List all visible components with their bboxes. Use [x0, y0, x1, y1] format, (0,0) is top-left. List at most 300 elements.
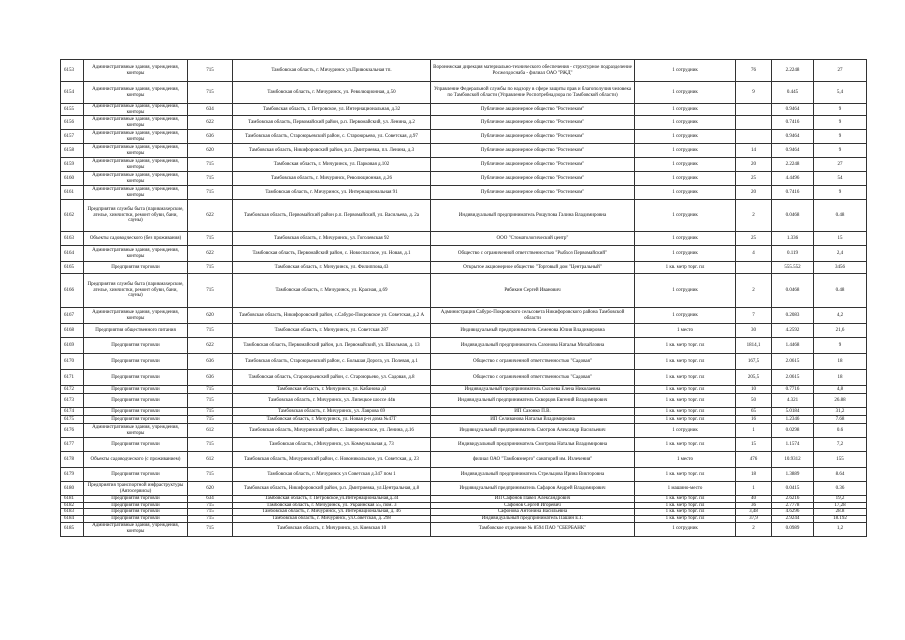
records-table	[60, 59, 867, 537]
cell-volume: 0.7716	[772, 386, 814, 394]
cell-organization: Управление Федеральной службы по надзору в сфере защиты прав и благополучия человека по Тамбовской области (Управление Роспотребнадзора по Тамбовской области)	[431, 82, 635, 104]
cell-address: Тамбовская область, Первомайский район, р.п. Первомайский, ул. Ленина, д.2	[233, 116, 431, 130]
cell-record-number: 6162	[61, 200, 84, 232]
cell-volume: 0.0468	[772, 274, 814, 308]
cell-unit: 1 место	[635, 324, 736, 338]
cell-object-category: Административные здания, учреждения, конторы	[84, 172, 188, 186]
table-row	[61, 172, 867, 186]
cell-object-category: Предприятия торговли	[84, 262, 188, 274]
table-row	[61, 468, 867, 482]
cell-norm: 0.6	[814, 424, 867, 438]
cell-object-category: Предприятия службы быта (парикмахерские, ателье, химчистки, ремонт обуви, бани, сауны)	[84, 274, 188, 308]
cell-organization: Воронежская дирекция материально-технического обеспечения - структурное подразделение Росжелдоснаба - филиал ОАО "РЖД"	[431, 60, 635, 82]
cell-code: 612	[188, 424, 233, 438]
cell-record-number: 6156	[61, 116, 84, 130]
cell-object-category: Предприятия торговли	[84, 370, 188, 386]
cell-norm: 54	[814, 172, 867, 186]
cell-organization: Администрация Сабуро-Покровского сельсовета Никифоровского района Тамбовской области	[431, 308, 635, 324]
cell-code: 715	[188, 186, 233, 200]
cell-organization: Индивидуальный предприниматель Пашин Е.Г.	[431, 515, 635, 522]
cell-object-category: Административные здания, учреждения, конторы	[84, 246, 188, 262]
cell-organization: Открытое акционерное общество "Торговый дом "Центральный"	[431, 262, 635, 274]
cell-quantity: 15	[736, 438, 772, 452]
cell-code: 634	[188, 104, 233, 116]
cell-code: 622	[188, 200, 233, 232]
table-row	[61, 274, 867, 308]
cell-quantity: 2	[736, 522, 772, 536]
table-row	[61, 246, 867, 262]
records-table-body	[61, 60, 867, 537]
cell-quantity: 20	[736, 158, 772, 172]
table-row	[61, 509, 867, 516]
cell-object-category: Предприятия торговли	[84, 515, 188, 522]
cell-volume: 4.6296	[772, 509, 814, 516]
cell-volume: 2.2248	[772, 158, 814, 172]
cell-code: 636	[188, 130, 233, 144]
cell-address: Тамбовская область, Первомайский район р.п. Первомайский, ул. Васильева, д. 2а	[233, 200, 431, 232]
cell-quantity: 40	[736, 496, 772, 503]
table-row	[61, 144, 867, 158]
table-row	[61, 502, 867, 509]
table-row	[61, 482, 867, 496]
cell-unit: 1 кв. метр торг. пл	[635, 408, 736, 416]
cell-address: Тамбовская область, г. Мичуринск, ул. Киевская 10	[233, 522, 431, 536]
table-row	[61, 394, 867, 408]
cell-norm: 0.48	[814, 200, 867, 232]
cell-organization: Публичное акционерное общество "Ростелеком"	[431, 116, 635, 130]
cell-code: 715	[188, 82, 233, 104]
cell-record-number: 6164	[61, 246, 84, 262]
cell-object-category: Административные здания, учреждения, конторы	[84, 158, 188, 172]
cell-unit: 1 сотрудник	[635, 424, 736, 438]
cell-norm: 4,2	[814, 308, 867, 324]
cell-organization: Публичное акционерное общество "Ростелеком"	[431, 186, 635, 200]
table-row	[61, 416, 867, 424]
cell-volume: 4.2592	[772, 324, 814, 338]
table-row	[61, 308, 867, 324]
cell-object-category: Предприятия службы быта (парикмахерские, ателье, химчистки, ремонт обуви, бани, сауны)	[84, 200, 188, 232]
cell-record-number: 6180	[61, 482, 84, 496]
cell-address: Тамбовская область, г. Мичуринск, ул. Липецкое шоссе 44в	[233, 394, 431, 408]
cell-organization: Тамбовское отделение № 8594 ПАО "СБЕРБАНК"	[431, 522, 635, 536]
cell-address: Тамбовская область, г. Мичуринск, ул. Кабанова д3	[233, 386, 431, 394]
cell-address: Тамбовская область, Староюрьевский район, с. Большая Дорога, ул. Полевая, д.1	[233, 354, 431, 370]
cell-code: 622	[188, 246, 233, 262]
document-sheet	[60, 59, 866, 537]
cell-record-number: 6155	[61, 104, 84, 116]
cell-norm: 0.36	[814, 482, 867, 496]
cell-quantity: 16	[736, 416, 772, 424]
cell-code: 715	[188, 158, 233, 172]
cell-norm: 7.68	[814, 416, 867, 424]
cell-record-number: 6177	[61, 438, 84, 452]
cell-organization: Индивидуальный предприниматель Стрельцова Ирина Викторовна	[431, 468, 635, 482]
cell-code: 715	[188, 386, 233, 394]
cell-object-category: Административные здания, учреждения, конторы	[84, 82, 188, 104]
table-row	[61, 130, 867, 144]
cell-address: Тамбовская область, г. Мичуринск, ул. Революционная, д.50	[233, 82, 431, 104]
cell-object-category: Административные здания, учреждения, конторы	[84, 308, 188, 324]
cell-organization: Публичное акционерное общество "Ростелеком"	[431, 158, 635, 172]
cell-code: 715	[188, 324, 233, 338]
cell-record-number: 6166	[61, 274, 84, 308]
cell-quantity: 2	[736, 274, 772, 308]
cell-quantity: 25	[736, 232, 772, 246]
table-row	[61, 200, 867, 232]
cell-unit: 1 сотрудник	[635, 60, 736, 82]
cell-code: 620	[188, 308, 233, 324]
cell-norm: 21,6	[814, 324, 867, 338]
cell-code: 620	[188, 482, 233, 496]
cell-object-category: Предприятия торговли	[84, 496, 188, 503]
cell-organization: ИП Сафонов Павел Александрович	[431, 496, 635, 503]
cell-volume: 1.336	[772, 232, 814, 246]
cell-organization: Сафонова Антонина Васильевна	[431, 509, 635, 516]
cell-quantity: 65	[736, 408, 772, 416]
cell-code: 636	[188, 370, 233, 386]
table-row	[61, 370, 867, 386]
cell-organization: Публичное акционерное общество "Ростелеком"	[431, 172, 635, 186]
cell-record-number: 6173	[61, 394, 84, 408]
cell-quantity: 7	[736, 308, 772, 324]
cell-record-number: 6165	[61, 262, 84, 274]
cell-unit: 1 кв. метр торг. пл	[635, 386, 736, 394]
table-row	[61, 496, 867, 503]
cell-volume: 0.0989	[772, 522, 814, 536]
cell-record-number: 6183	[61, 509, 84, 516]
cell-quantity: 30	[736, 324, 772, 338]
cell-address: Тамбовская область, г. Мичуринск ул.Привокзальная тп.	[233, 60, 431, 82]
cell-quantity: 4	[736, 246, 772, 262]
cell-unit: 1 кв. метр торг. пл	[635, 496, 736, 503]
cell-norm: 9	[814, 186, 867, 200]
cell-object-category: Предприятия торговли	[84, 509, 188, 516]
cell-address: Тамбовская область, Никифоровский район, с.Сабуро-Покровское ул. Советская, д.2 А	[233, 308, 431, 324]
cell-volume: 1.1574	[772, 438, 814, 452]
cell-record-number: 6154	[61, 82, 84, 104]
cell-object-category: Административные здания, учреждения, конторы	[84, 60, 188, 82]
cell-unit: 1 сотрудник	[635, 246, 736, 262]
table-row	[61, 60, 867, 82]
cell-record-number: 6179	[61, 468, 84, 482]
cell-volume: 0.9464	[772, 130, 814, 144]
cell-address: Тамбовская область, г. Мичуринск, ул. Парковая д.102	[233, 158, 431, 172]
cell-object-category: Предприятия общественного питания	[84, 324, 188, 338]
cell-address: Тамбовская область, Староюрьевский район, с. Староюрьево, ул. Садовая, д.8	[233, 370, 431, 386]
cell-code: 715	[188, 502, 233, 509]
table-row	[61, 515, 867, 522]
cell-quantity: 50	[736, 394, 772, 408]
cell-norm: 15	[814, 232, 867, 246]
cell-volume: 555.552	[772, 262, 814, 274]
cell-unit: 1 сотрудник	[635, 308, 736, 324]
cell-code: 636	[188, 354, 233, 370]
cell-address: Тамбовская область, г. Мичуринск, ул. Украинская 55, пом. 3	[233, 502, 431, 509]
cell-record-number: 6176	[61, 424, 84, 438]
cell-address: Тамбовская область, Никифоровский район, р.п. Дмитриевка, пл. Ленина, д.3	[233, 144, 431, 158]
cell-organization: Сафонов Сергей Игоревич	[431, 502, 635, 509]
cell-organization: Общество с ограниченной ответственностью "Садовая"	[431, 354, 635, 370]
cell-quantity: 1	[736, 424, 772, 438]
cell-quantity: 25	[736, 172, 772, 186]
cell-volume: 2.7778	[772, 502, 814, 509]
cell-volume: 0.0298	[772, 424, 814, 438]
cell-organization: Публичное акционерное общество "Ростелеком"	[431, 104, 635, 116]
cell-volume: 0.445	[772, 82, 814, 104]
table-row	[61, 408, 867, 416]
cell-unit: 1 сотрудник	[635, 522, 736, 536]
cell-quantity: 476	[736, 452, 772, 468]
cell-norm: 3456	[814, 262, 867, 274]
cell-code: 622	[188, 338, 233, 354]
cell-object-category: Предприятия торговли	[84, 416, 188, 424]
cell-address: Тамбовская область, Первомайский район, с. Новоспасское, ул. Новая, д.1	[233, 246, 431, 262]
cell-object-category: Административные здания, учреждения, конторы	[84, 424, 188, 438]
cell-norm: 7,2	[814, 438, 867, 452]
cell-organization: Индивидуальный предприниматель Рощупова Галина Владимировна	[431, 200, 635, 232]
cell-unit: 1 сотрудник	[635, 104, 736, 116]
cell-code: 715	[188, 172, 233, 186]
cell-record-number: 6175	[61, 416, 84, 424]
cell-unit: 1 кв. метр торг. пл	[635, 394, 736, 408]
cell-volume: 0.2083	[772, 308, 814, 324]
cell-unit: 1 место	[635, 452, 736, 468]
cell-organization: Индивидуальный предприниматель Смотрова Наталья Владимировна	[431, 438, 635, 452]
table-row	[61, 82, 867, 104]
cell-record-number: 6169	[61, 338, 84, 354]
table-row	[61, 232, 867, 246]
cell-volume: 0.0468	[772, 200, 814, 232]
cell-quantity: 76	[736, 60, 772, 82]
cell-record-number: 6174	[61, 408, 84, 416]
cell-address: Тамбовская область, г. Мичуринск, ул. Интернациональная, д. 46	[233, 509, 431, 516]
cell-norm: 2,4	[814, 246, 867, 262]
table-row	[61, 424, 867, 438]
cell-unit: 1 сотрудник	[635, 200, 736, 232]
cell-norm: 18.192	[814, 515, 867, 522]
cell-record-number: 6172	[61, 386, 84, 394]
cell-norm: 27	[814, 60, 867, 82]
cell-object-category: Административные здания, учреждения, конторы	[84, 522, 188, 536]
cell-code: 715	[188, 515, 233, 522]
cell-organization: Рябикин Сергей Иванович	[431, 274, 635, 308]
cell-quantity: 167,5	[736, 354, 772, 370]
cell-volume: 1.3889	[772, 468, 814, 482]
cell-unit: 1 сотрудник	[635, 116, 736, 130]
cell-record-number: 6178	[61, 452, 84, 468]
cell-code: 715	[188, 394, 233, 408]
cell-object-category: Предприятия торговли	[84, 394, 188, 408]
cell-unit: 1 кв. метр торг. пл	[635, 370, 736, 386]
table-row	[61, 262, 867, 274]
cell-norm: 9	[814, 130, 867, 144]
cell-code: 634	[188, 496, 233, 503]
cell-code: 622	[188, 116, 233, 130]
cell-record-number: 6171	[61, 370, 84, 386]
cell-record-number: 6157	[61, 130, 84, 144]
cell-norm: 27	[814, 158, 867, 172]
cell-quantity: 37,9	[736, 515, 772, 522]
cell-volume: 0.9464	[772, 104, 814, 116]
cell-quantity: 10	[736, 386, 772, 394]
cell-quantity: 205,5	[736, 370, 772, 386]
cell-object-category: Предприятия торговли	[84, 386, 188, 394]
cell-object-category: Объекты садоводческого (с проживанием)	[84, 452, 188, 468]
cell-organization: Индивидуальный предприниматель Семенова Юлия Владимировна	[431, 324, 635, 338]
cell-code: 715	[188, 408, 233, 416]
cell-unit: 1 сотрудник	[635, 232, 736, 246]
cell-quantity: 1814,1	[736, 338, 772, 354]
cell-unit: 1 кв. метр торг. пл	[635, 438, 736, 452]
cell-record-number: 6184	[61, 515, 84, 522]
cell-quantity: 18	[736, 468, 772, 482]
cell-organization: ИП Селиванова Наталья Владимировна	[431, 416, 635, 424]
cell-volume: 0.0415	[772, 482, 814, 496]
cell-unit: 1 сотрудник	[635, 172, 736, 186]
cell-address: Тамбовская область, г. Мичуринск, ул. Гоголевская 92	[233, 232, 431, 246]
cell-norm: 4,8	[814, 386, 867, 394]
cell-organization: Индивидуальный предприниматель Скворцов Евгений Владимирович	[431, 394, 635, 408]
cell-norm: 31,2	[814, 408, 867, 416]
cell-code: 715	[188, 232, 233, 246]
table-row	[61, 158, 867, 172]
cell-unit: 1 кв. метр торг. пл	[635, 262, 736, 274]
cell-record-number: 6182	[61, 502, 84, 509]
cell-unit: 1 кв. метр торг. пл	[635, 515, 736, 522]
cell-norm: 28.8	[814, 509, 867, 516]
cell-record-number: 6167	[61, 308, 84, 324]
cell-code: 612	[188, 452, 233, 468]
cell-address: Тамбовская область, г. Мичуринск, ул.Советская, д. 298	[233, 515, 431, 522]
table-row	[61, 452, 867, 468]
cell-object-category: Предприятия транспортной инфраструктуры (Автосервисы)	[84, 482, 188, 496]
table-row	[61, 186, 867, 200]
cell-organization: Индивидуальный предприниматель Сысоева Елена Николаевна	[431, 386, 635, 394]
cell-quantity	[736, 130, 772, 144]
cell-record-number: 6185	[61, 522, 84, 536]
cell-quantity: 36	[736, 502, 772, 509]
cell-organization: Индивидуальный предприниматель Сазонова Наталья Михайловна	[431, 338, 635, 354]
cell-code: 715	[188, 60, 233, 82]
cell-volume: 0.7416	[772, 116, 814, 130]
cell-unit: 1 кв. метр торг. пл	[635, 502, 736, 509]
cell-code: 715	[188, 509, 233, 516]
cell-norm: 8.64	[814, 468, 867, 482]
cell-record-number: 6153	[61, 60, 84, 82]
cell-organization: филиал ОАО "Тамбовэнерго" санаторий им. Излечения"	[431, 452, 635, 468]
cell-object-category: Предприятия торговли	[84, 354, 188, 370]
cell-object-category: Административные здания, учреждения, конторы	[84, 116, 188, 130]
cell-address: Тамбовская область, г.Мичуринск, ул. Коммунальная д. 73	[233, 438, 431, 452]
cell-code: 715	[188, 416, 233, 424]
cell-address: Тамбовская область, г. Мичуринск, ул. Советская 287	[233, 324, 431, 338]
cell-address: Тамбовская область, г. Мичуринск, ул. Филиппова,43	[233, 262, 431, 274]
cell-volume: 0.9464	[772, 144, 814, 158]
cell-volume: 2.0615	[772, 354, 814, 370]
cell-unit: 1 сотрудник	[635, 186, 736, 200]
cell-record-number: 6168	[61, 324, 84, 338]
cell-object-category: Предприятия торговли	[84, 502, 188, 509]
cell-address: Тамбовская область, г. Мичуринск, ул. Интернациональная 91	[233, 186, 431, 200]
cell-object-category: Предприятия торговли	[84, 338, 188, 354]
cell-record-number: 6159	[61, 158, 84, 172]
cell-volume: 4.4496	[772, 172, 814, 186]
cell-volume: 1.2346	[772, 416, 814, 424]
cell-norm: 19,2	[814, 496, 867, 503]
cell-unit: 1 сотрудник	[635, 274, 736, 308]
cell-quantity: 1	[736, 482, 772, 496]
table-row	[61, 354, 867, 370]
cell-organization: Публичное акционерное общество "Ростелеком"	[431, 130, 635, 144]
cell-volume: 2.0615	[772, 370, 814, 386]
cell-norm: 155	[814, 452, 867, 468]
table-row	[61, 386, 867, 394]
table-row	[61, 116, 867, 130]
cell-address: Тамбовская область, г. Петровское, ул. Интернациональная, д.32	[233, 104, 431, 116]
cell-unit: 1 машино-место	[635, 482, 736, 496]
cell-unit: 1 сотрудник	[635, 82, 736, 104]
cell-unit: 1 кв. метр торг. пл	[635, 416, 736, 424]
cell-norm: 17,28	[814, 502, 867, 509]
cell-volume: 1.4468	[772, 338, 814, 354]
cell-quantity: 3,48	[736, 509, 772, 516]
cell-address: Тамбовская область, Первомайский район, р.п. Первомайский, ул. Школьная, д. 13	[233, 338, 431, 354]
cell-unit: 1 сотрудник	[635, 158, 736, 172]
cell-quantity: 20	[736, 186, 772, 200]
cell-norm: 9	[814, 144, 867, 158]
cell-record-number: 6160	[61, 172, 84, 186]
cell-object-category: Административные здания, учреждения, конторы	[84, 144, 188, 158]
cell-address: Тамбовская область, г. Мичуринск, Революционная, д.26	[233, 172, 431, 186]
cell-code: 715	[188, 438, 233, 452]
cell-quantity	[736, 116, 772, 130]
cell-address: Тамбовская область, г. Мичуринск, ул. Лаврова 69	[233, 408, 431, 416]
cell-volume: 4.321	[772, 394, 814, 408]
cell-norm: 9	[814, 104, 867, 116]
cell-object-category: Предприятия торговли	[84, 438, 188, 452]
cell-volume: 2.2248	[772, 60, 814, 82]
cell-organization: ИП Сазонко П.В.	[431, 408, 635, 416]
cell-object-category: Административные здания, учреждения, конторы	[84, 130, 188, 144]
cell-object-category: Предприятия торговли	[84, 408, 188, 416]
cell-volume: 2.9244	[772, 515, 814, 522]
table-row	[61, 338, 867, 354]
cell-norm: 9	[814, 116, 867, 130]
cell-address: Тамбовская область, Мичуринский район, с. Заворонежское, ул. Ленина, д.16	[233, 424, 431, 438]
cell-norm: 18	[814, 370, 867, 386]
cell-address: Тамбовская область, г. Мичуринск ул Советская д.347 пом 1	[233, 468, 431, 482]
cell-code: 715	[188, 522, 233, 536]
cell-organization: Общество с ограниченной ответственностью "Рыбхоз Первомайский"	[431, 246, 635, 262]
table-row	[61, 522, 867, 536]
cell-address: Тамбовская область, Никифоровский район, р.п. Дмитриевка, ул.Центральная, д.8	[233, 482, 431, 496]
cell-norm: 26.88	[814, 394, 867, 408]
cell-code: 715	[188, 468, 233, 482]
cell-organization: ООО "Стоматологический центр"	[431, 232, 635, 246]
cell-volume: 10.9312	[772, 452, 814, 468]
table-row	[61, 438, 867, 452]
cell-organization: Публичное акционерное общество "Ростелеком"	[431, 144, 635, 158]
cell-norm: 18	[814, 354, 867, 370]
cell-object-category: Объекты садоводческого (без проживания)	[84, 232, 188, 246]
cell-norm: 5,4	[814, 82, 867, 104]
cell-volume: 0.119	[772, 246, 814, 262]
cell-object-category: Административные здания, учреждения, конторы	[84, 186, 188, 200]
cell-norm: 0.48	[814, 274, 867, 308]
cell-record-number: 6181	[61, 496, 84, 503]
cell-record-number: 6158	[61, 144, 84, 158]
cell-code: 620	[188, 144, 233, 158]
